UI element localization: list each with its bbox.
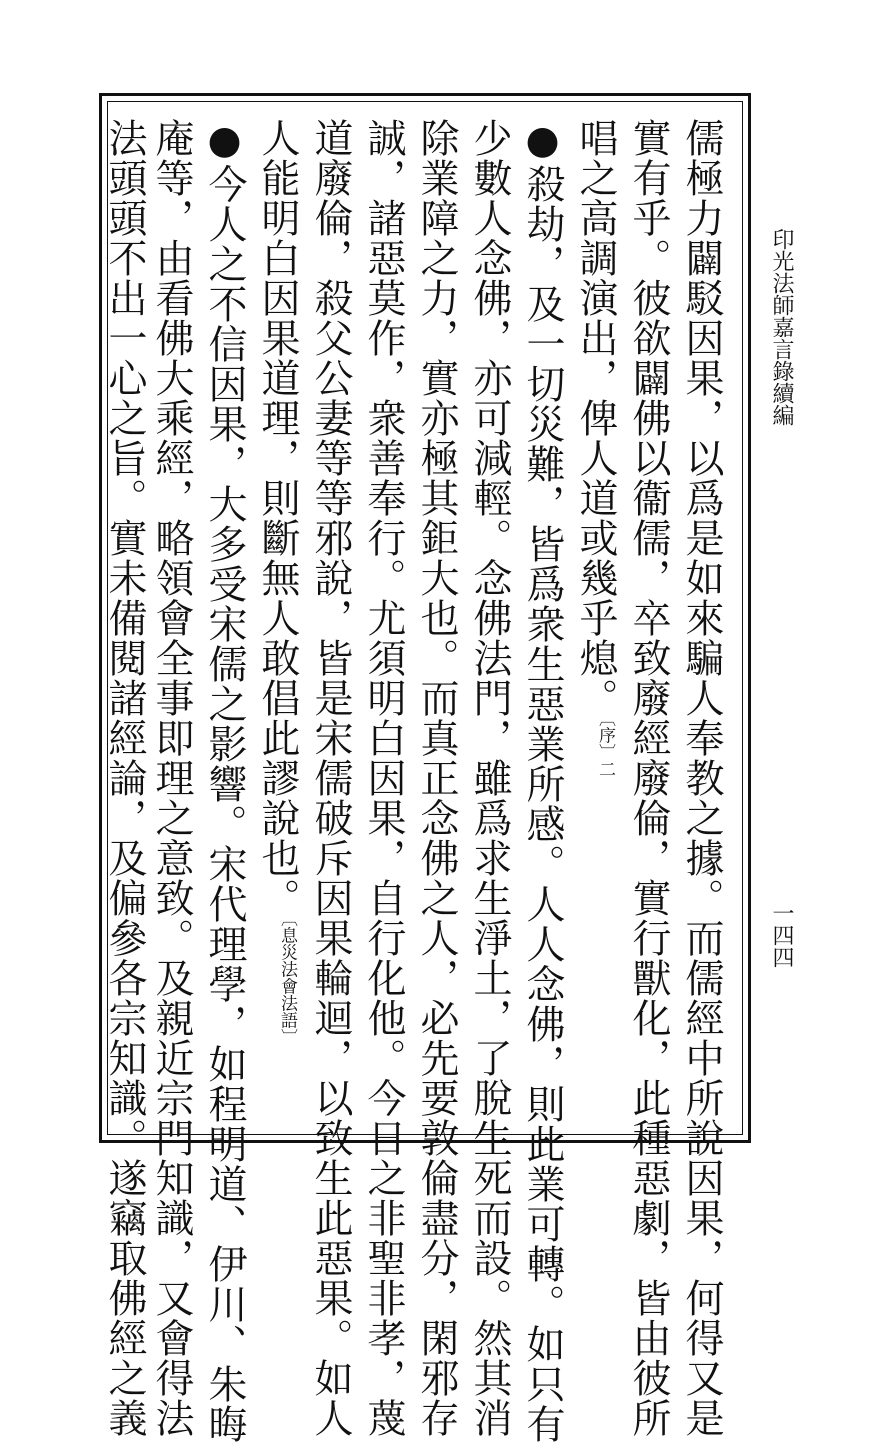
column-text: 少數人念佛，亦可減輕。念佛法門，雖爲求生淨土，了脫生死而設。然其消 <box>467 118 512 1438</box>
text-column <box>573 118 627 1130</box>
text-column <box>467 118 521 1438</box>
column-text: ●殺劫，及一切災難，皆爲衆生惡業所感。人人念佛，則此業可轉。如只有 <box>520 118 565 1444</box>
column-text: 除業障之力，實亦極其鉅大也。而真正念佛之人，必先要敦倫盡分，閑邪存 <box>414 118 459 1438</box>
column-text: 誠，諸惡莫作，衆善奉行。尤須明白因果，自行化他。今日之非聖非孝，蔑 <box>361 118 406 1438</box>
column-text: 人能明白因果道理，則斷無人敢倡此謬說也。 <box>255 118 300 918</box>
text-column <box>414 118 468 1438</box>
column-text: 唱之高調演出，俾人道或幾乎熄。 <box>573 118 618 718</box>
column-text: ●今人之不信因果，大多受宋儒之影響。宋代理學，如程明道、伊川、朱晦 <box>202 118 247 1444</box>
page-number: 一四四 <box>769 902 794 968</box>
text-column <box>202 118 256 1444</box>
text-column <box>149 118 203 1438</box>
column-text: 儒極力闢駁因果，以爲是如來騙人奉教之據。而儒經中所說因果，何得又是 <box>679 118 724 1438</box>
column-text: 法頭頭不出一心之旨。實未備閱諸經論，及偏參各宗知識。遂竊取佛經之義 <box>102 118 147 1438</box>
running-title: 印光法師嘉言錄續編 <box>769 228 794 426</box>
column-text: 道廢倫，殺父公妻等等邪說，皆是宋儒破斥因果輪迴，以致生此惡果。如人 <box>308 118 353 1438</box>
column-text: 實有乎。彼欲闢佛以衞儒，卒致廢經廢倫，實行獸化，此種惡劇，皆由彼所 <box>626 118 671 1438</box>
column-text: 庵等，由看佛大乘經，略領會全事即理之意致。及親近宗門知識，又會得法 <box>149 118 194 1438</box>
text-column <box>679 118 733 1438</box>
text-column <box>308 118 362 1438</box>
text-column <box>520 118 574 1444</box>
source-note: 〔息災法會法語〕 <box>277 918 297 1046</box>
text-column <box>102 118 156 1438</box>
source-note: 〔序〕二 <box>595 718 615 778</box>
text-column <box>361 118 415 1438</box>
text-column <box>626 118 680 1438</box>
text-column <box>255 118 309 1130</box>
